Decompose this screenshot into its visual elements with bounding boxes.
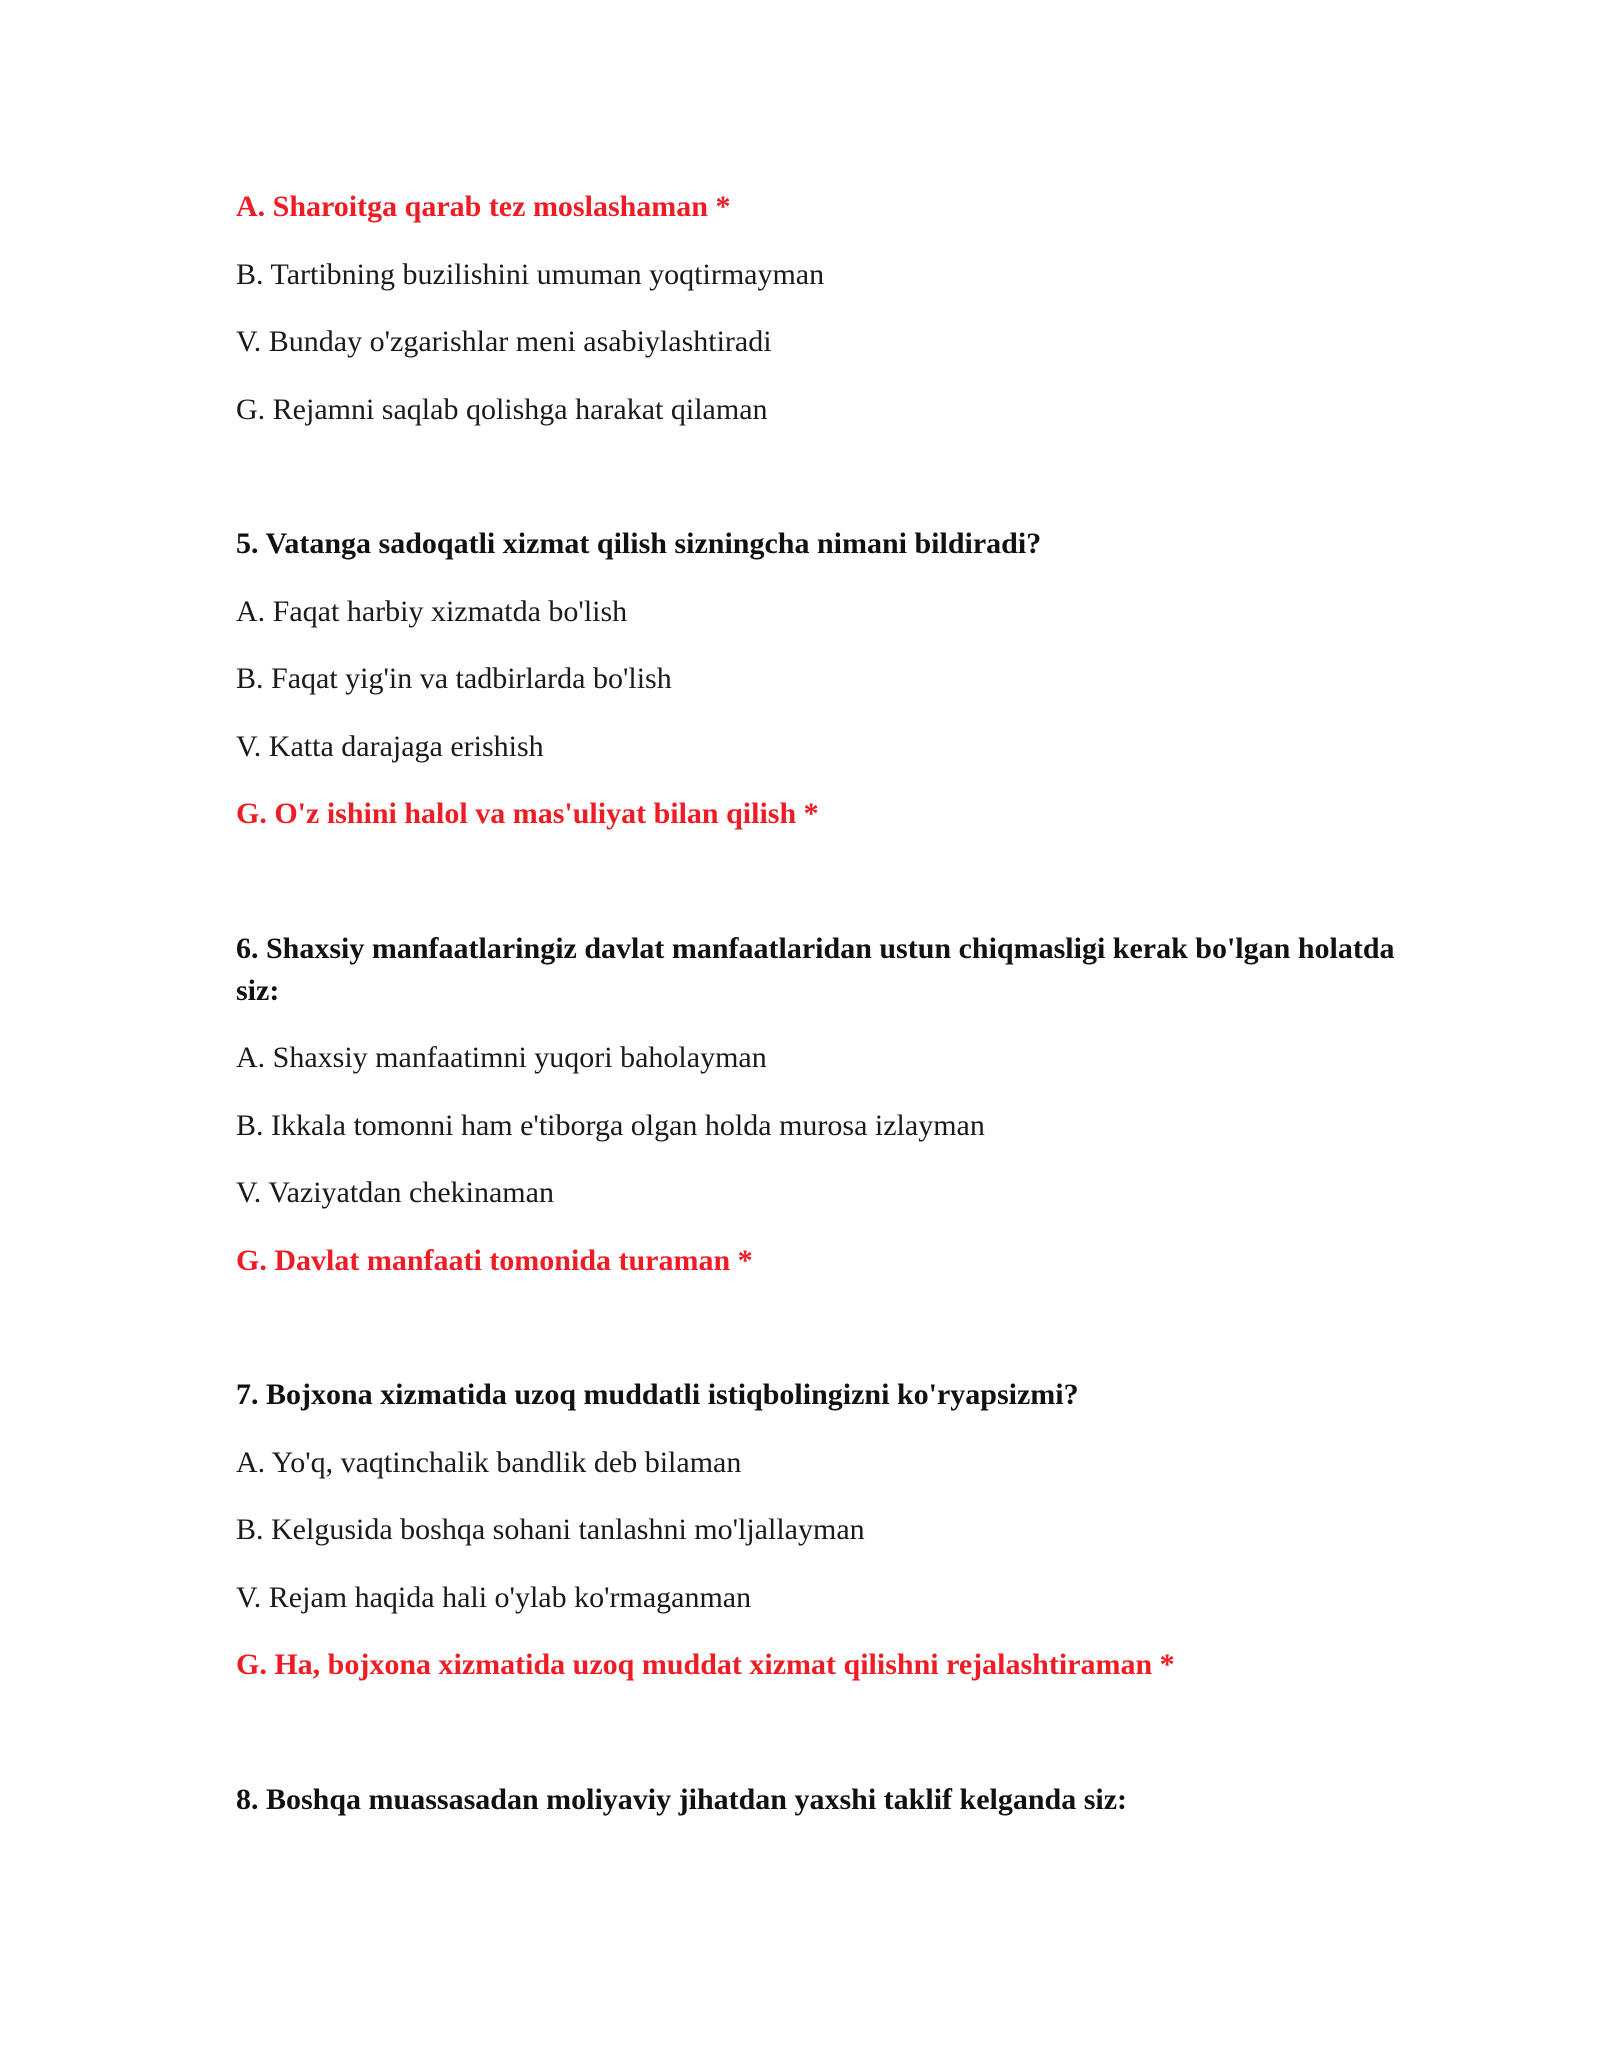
question-spacer — [236, 1712, 1396, 1779]
question-7-text: 7. Bojxona xizmatida uzoq muddatli istiqbolingizni ko'ryapsizmi? — [236, 1378, 1079, 1411]
q7-option-b: B. Kelgusida boshqa sohani tanlashni mo'ljallayman — [236, 1513, 865, 1546]
question-8 — [236, 1779, 1396, 1821]
option-b: B. Tartibning buzilishini umuman yoqtirmayman — [236, 257, 825, 291]
question-spacer — [236, 456, 1396, 523]
prev-question-options — [236, 186, 1396, 431]
q6-option-a: A. Shaxsiy manfaatimni yuqori baholayman — [236, 1041, 767, 1074]
question-6 — [236, 928, 1396, 1282]
q5-option-a: A. Faqat harbiy xizmatda bo'lish — [236, 594, 628, 628]
q5-option-b: B. Faqat yig'in va tadbirlarda bo'lish — [236, 662, 672, 695]
q6-option-b: B. Ikkala tomonni ham e'tiborga olgan holda murosa izlayman — [236, 1108, 985, 1142]
q6-option-g-correct: G. Davlat manfaati tomonida turaman * — [236, 1243, 753, 1277]
question-5 — [236, 523, 1396, 835]
test-content — [236, 186, 1396, 1846]
question-spacer — [236, 861, 1396, 928]
q7-option-a: A. Yo'q, vaqtinchalik bandlik deb bilaman — [236, 1445, 742, 1479]
q5-option-g-correct: G. O'z ishini halol va mas'uliyat bilan qilish * — [236, 797, 819, 830]
option-v: V. Bunday o'zgarishlar meni asabiylashtiradi — [236, 325, 772, 358]
q6-option-v: V. Vaziyatdan chekinaman — [236, 1176, 554, 1209]
question-5-text: 5. Vatanga sadoqatli xizmat qilish sizningcha nimani bildiradi? — [236, 527, 1042, 560]
question-8-text: 8. Boshqa muassasadan moliyaviy jihatdan yaxshi taklif kelganda siz: — [236, 1782, 1128, 1816]
question-7 — [236, 1374, 1396, 1686]
q5-option-v: V. Katta darajaga erishish — [236, 729, 544, 763]
option-g: G. Rejamni saqlab qolishga harakat qilaman — [236, 392, 768, 426]
q7-option-v: V. Rejam haqida hali o'ylab ko'rmaganman — [236, 1580, 752, 1614]
question-spacer — [236, 1307, 1396, 1374]
q7-option-g-correct: G. Ha, bojxona xizmatida uzoq muddat xizmat qilishni rejalashtiraman * — [236, 1648, 1175, 1681]
option-a-correct: A. Sharoitga qarab tez moslashaman * — [236, 190, 731, 223]
question-6-text: 6. Shaxsiy manfaatlaringiz davlat manfaatlaridan ustun chiqmasligi kerak bo'lgan holatda siz: — [236, 931, 1395, 1007]
